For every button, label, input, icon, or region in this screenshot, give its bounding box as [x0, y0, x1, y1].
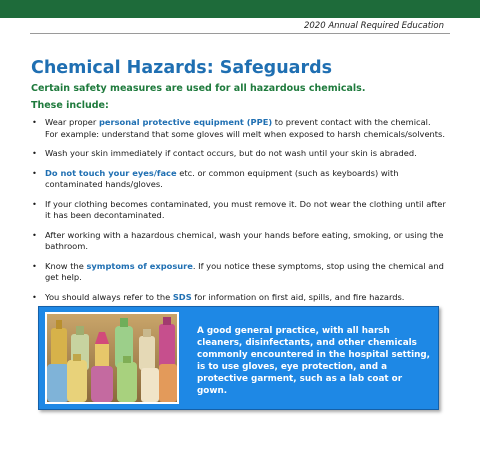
item-text: Know the [45, 260, 87, 271]
list-item [31, 261, 446, 284]
bullet-icon: • [32, 198, 37, 209]
item-text: After working with a hazardous chemical, wash your hands before eating, smoking, or using the bathroom. [45, 229, 444, 251]
item-text: Wash your skin immediately if contact occurs, but do not wash until your skin is abraded. [45, 148, 417, 158]
bullet-icon: • [32, 229, 37, 240]
item-highlight: symptoms of exposure [86, 260, 193, 271]
item-highlight: Do not touch your eyes/face [45, 167, 177, 178]
top-brand-bar [0, 0, 480, 18]
item-highlight: SDS [172, 291, 192, 302]
callout-box [38, 306, 439, 410]
page-subtitle: Certain safety measures are used for all hazardous chemicals. [31, 83, 366, 94]
item-text: Wear proper [45, 117, 99, 127]
list-item [31, 199, 446, 222]
item-text-rest: etc. or common equipment (such as keyboards) with contaminated hands/gloves. [45, 167, 399, 189]
list-item [31, 292, 446, 304]
item-text: You should always refer to the [45, 291, 173, 302]
list-item [31, 168, 446, 191]
item-highlight: personal protective equipment (PPE) [98, 117, 273, 127]
list-item [31, 117, 446, 140]
item-text: If your clothing becomes contaminated, you must remove it. Do not wear the clothing until after it has been decontaminated. [45, 198, 446, 220]
safeguard-list [31, 117, 446, 311]
cleaning-bottles-image [45, 312, 179, 404]
list-intro-label: These include: [31, 100, 109, 111]
item-text-rest: . If you notice these symptoms, stop using the chemical and get help. [45, 260, 444, 282]
course-label: 2020 Annual Required Education [303, 21, 444, 31]
list-item [31, 148, 446, 160]
bullet-icon: • [32, 260, 37, 271]
bullet-icon: • [32, 167, 37, 178]
bullet-icon: • [32, 291, 37, 302]
item-text-rest: for information on first aid, spills, and fire hazards. [191, 291, 405, 302]
bullet-icon: • [32, 117, 37, 127]
page-title: Chemical Hazards: Safeguards [31, 58, 333, 78]
bullet-icon: • [32, 148, 37, 158]
header-divider [30, 33, 450, 34]
item-text-rest: to prevent contact with the chemical. For example: understand that some gloves will melt when exposed to harsh chemicals/solvents. [45, 117, 446, 139]
callout-text: A good general practice, with all harsh cleaners, disinfectants, and other chemicals commonly encountered in the hospital setting, is to use gloves, eye protection, and a protective garment, such as a lab coat or gown. [197, 326, 430, 396]
list-item [31, 230, 446, 253]
